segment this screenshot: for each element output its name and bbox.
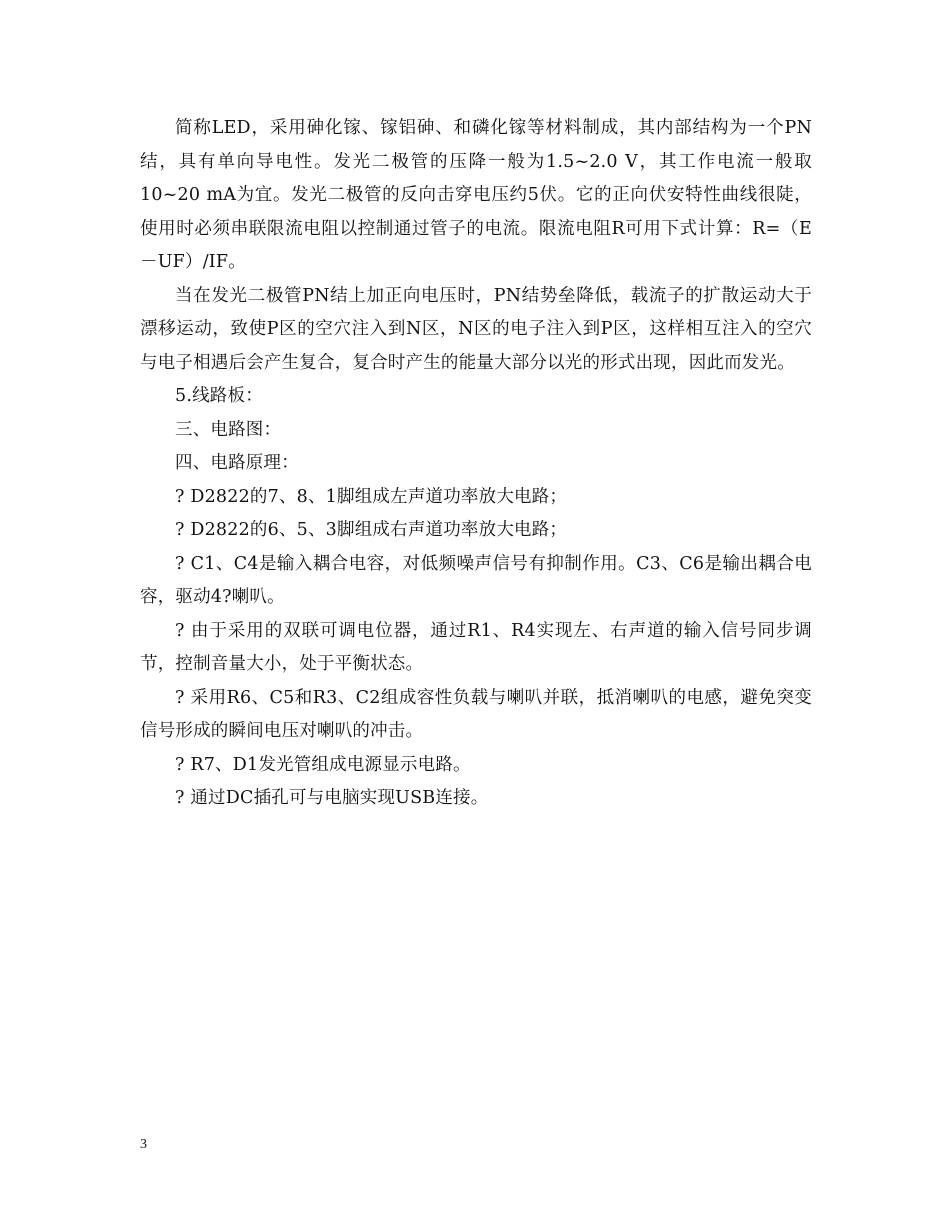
list-item-left-channel: ? D2822的7、8、1脚组成左声道功率放大电路； — [175, 486, 568, 507]
document-body — [140, 112, 812, 816]
heading-circuit-principle: 四、电路原理： — [175, 453, 299, 473]
list-item-capacitive-load: ? 采用R6、C5和R3、C2组成容性负载与喇叭并联，抵消喇叭的电感，避免突变信号形成的瞬间电压对喇叭的冲击。 — [140, 687, 812, 741]
page-number: 3 — [140, 1137, 147, 1152]
heading-circuit-diagram: 三、电路图： — [175, 419, 282, 440]
list-item-coupling-capacitors: ? C1、C4是输入耦合电容，对低频噪声信号有抑制作用。C3、C6是输出耦合电容，驱动4?喇叭。 — [140, 553, 812, 607]
paragraph-led-principle: 当在发光二极管PN结上加正向电压时，PN结势垒降低，载流子的扩散运动大于漂移运动，致使P区的空穴注入到N区，N区的电子注入到P区，这样相互注入的空穴与电子相遇后会产生复合，复合时产生的能量大部分以光的形式出现，因此而发光。 — [140, 285, 812, 373]
list-item-dual-potentiometer: ? 由于采用的双联可调电位器，通过R1、R4实现左、右声道的输入信号同步调节，控制音量大小，处于平衡状态。 — [140, 620, 812, 674]
heading-circuit-board: 5.线路板： — [175, 386, 263, 406]
list-item-power-indicator: ? R7、D1发光管组成电源显示电路。 — [175, 754, 471, 775]
list-item-right-channel: ? D2822的6、5、3脚组成右声道功率放大电路； — [175, 520, 568, 540]
paragraph-led-intro: 简称LED，采用砷化镓、镓铝砷、和磷化镓等材料制成，其内部结构为一个PN结，具有单向导电性。发光二极管的压降一般为1.5~2.0 V，其工作电流一般取10~20 mA为宜。发光二极管的反向击穿电压约5伏。它的正向伏安特性曲线很陡，使用时必须串联限流电阻以控制通过管子的电流。限流电阻R可用下式计算：R=（E－UF）/IF。 — [140, 118, 812, 272]
list-item-dc-jack: ? 通过DC插孔可与电脑实现USB连接。 — [175, 788, 489, 808]
